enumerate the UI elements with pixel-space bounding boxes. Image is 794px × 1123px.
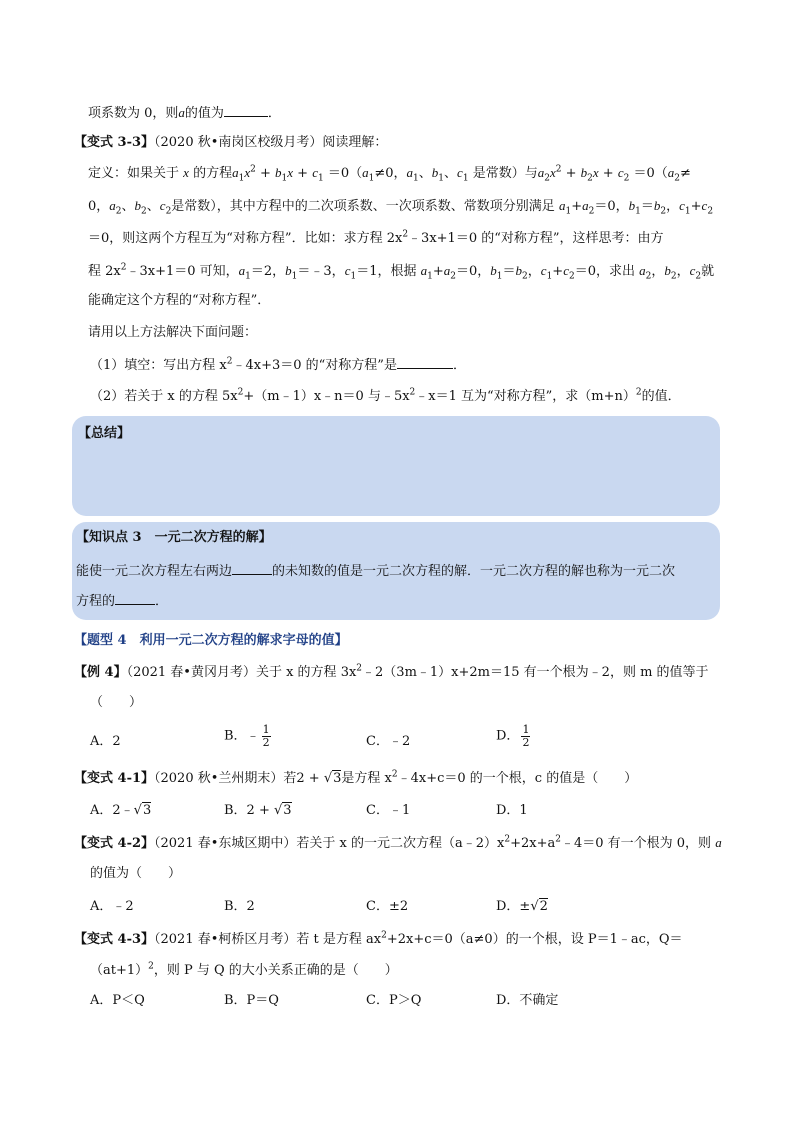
summary-box	[72, 416, 720, 516]
answer-blank[interactable]	[232, 562, 272, 575]
ex4-option-c[interactable]: C．﹣2	[366, 734, 411, 749]
v41-option-c[interactable]: C．﹣1	[366, 803, 411, 818]
topic-4-heading: 【题型 4 利用一元二次方程的解求字母的值】	[74, 633, 348, 648]
variant-4-3: 【变式 4-3】（2021 春•柯桥区月考）若 t 是方程 $ax^2+2x+c=0(a\ne 0)$的一个根，设 P＝1﹣ac，Q＝	[74, 930, 683, 947]
v43-option-c[interactable]: C．P＞Q	[366, 993, 422, 1008]
variant-4-2: 【变式 4-2】（2021 春•东城区期中）若关于 x 的一元二次方程$(a﹣2)x^2+2x+a^2﹣4=0$ 有一个根为 0，则 a	[74, 834, 722, 851]
variant-4-1: 【变式 4-1】（2020 秋•兰州期末）若2 + √3是方程 $x^2﹣4x+c=0$ 的一个根，c 的值是（ ）	[74, 769, 638, 786]
v41-option-d[interactable]: D．1	[496, 803, 528, 818]
fraction-half: $\frac{1}{2}$	[262, 723, 270, 749]
question-1: （1）填空：写出方程 $x^2﹣4x+3=0$ 的“对称方程”是 ．	[90, 356, 466, 373]
instruction-line: 请用以上方法解决下面问题：	[88, 325, 258, 340]
example-4-paren: （ ）	[90, 695, 143, 710]
v43-option-b[interactable]: B．P＝Q	[224, 993, 279, 1008]
v42-option-a[interactable]: A．﹣2	[90, 899, 134, 914]
intro-line: 项系数为 0，则a的值为 ．	[88, 105, 281, 121]
definition-line-1: 定义：如果关于 x 的方程$a_1x^2 + b_1x + c_1 =0(a_1\ne 0$，$a_1$、$b_1$、$c_1$ 是常数）与$a_2x^2 + b_2x + c_2 =0(a_2\ne$	[88, 164, 691, 184]
definition-line-4: 程 $2x^2﹣3x+1=0$ 可知，$a_1=2$，$b_1=﹣3$，$c_1=1$，根据 $a_1+a_2=0$，$b_1=b_2$，$c_1+c_2=0$，求出 $a_2$，$b_2$，$c_2$就	[88, 262, 715, 282]
knowledge-line-1: 能使一元二次方程左右两边 的未知数的值是一元二次方程的解．一元二次方程的解也称为一元二次	[76, 564, 676, 579]
knowledge-line-2: 方程的 ．	[76, 594, 169, 609]
example-4: 【例 4】（2021 春•黄冈月考）关于 x 的方程 $3x^2﹣2(3m﹣1)x+2m=15$ 有一个根为﹣2，则 m 的值等于	[74, 663, 709, 680]
knowledge-box	[72, 522, 720, 620]
question-2: （2）若关于 x 的方程 $5x^2+(m﹣1)x﹣n=0$ 与$﹣5x^2﹣x=1$ 互为“对称方程”，求$(m+n)^2$的值．	[90, 387, 681, 404]
v42-option-d[interactable]: D．±√2	[496, 899, 548, 914]
v43-option-d[interactable]: D．不确定	[496, 993, 559, 1008]
definition-line-5: 能确定这个方程的“对称方程”．	[88, 293, 271, 308]
summary-title: 【总结】	[78, 426, 131, 441]
variant-3-3-header: 【变式 3-3】（2020 秋•南岗区校级月考）阅读理解：	[74, 135, 388, 150]
ex4-option-d[interactable]: D． $\frac{1}{2}$	[496, 723, 530, 749]
variant-label: 【变式 3-3】	[74, 135, 155, 150]
v42-option-c[interactable]: C．±2	[366, 899, 409, 914]
knowledge-title: 【知识点 3 一元二次方程的解】	[76, 530, 272, 545]
answer-blank[interactable]	[115, 592, 155, 605]
v42-option-b[interactable]: B．2	[224, 899, 255, 914]
ex4-option-b[interactable]: B．﹣ $\frac{1}{2}$	[224, 723, 270, 749]
fraction-half: $\frac{1}{2}$	[522, 723, 530, 749]
variant-4-2-line-2: 的值为（ ）	[90, 866, 182, 881]
definition-line-2: 0，$a_2$、$b_2$、$c_2$是常数），其中方程中的二次项系数、一次项系数、常数项分别满足 $a_1+a_2=0$，$b_1=b_2$，$c_1+c_2$	[88, 198, 714, 217]
variant-4-3-line-2: $(at+1)^2$，则 P 与 Q 的大小关系正确的是（ ）	[90, 961, 398, 978]
answer-blank[interactable]	[397, 356, 453, 369]
v41-option-b[interactable]: B．2 + √3	[224, 803, 292, 818]
definition-line-3: ＝0，则这两个方程互为“对称方程”．比如：求方程 $2x^2﹣3x+1=0$ 的“对称方程”，这样思考：由方	[88, 229, 664, 246]
v41-option-a[interactable]: A．2﹣√3	[90, 803, 152, 818]
answer-blank[interactable]	[224, 104, 268, 117]
ex4-option-a[interactable]: A．2	[90, 734, 121, 749]
v43-option-a[interactable]: A．P＜Q	[90, 993, 145, 1008]
